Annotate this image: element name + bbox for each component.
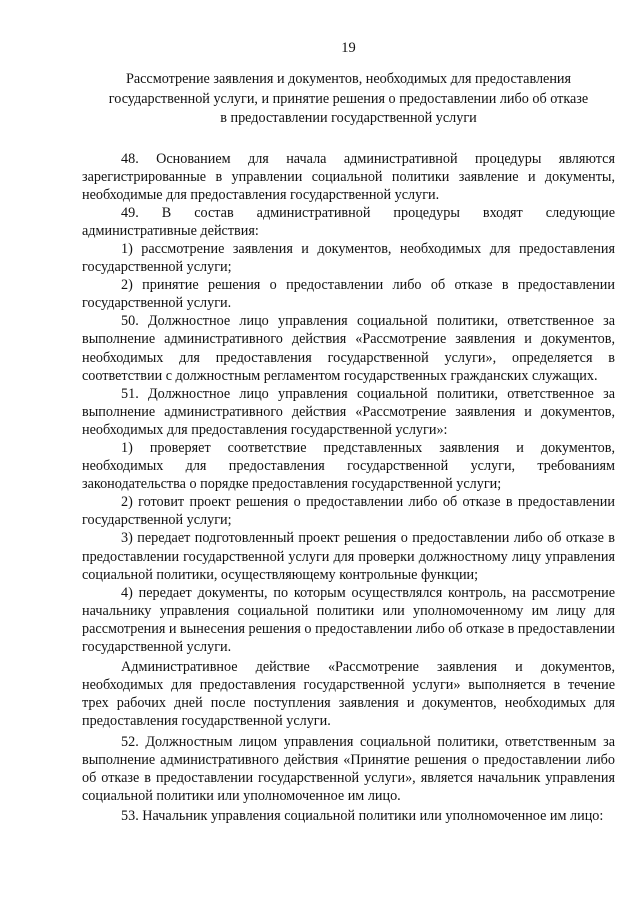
paragraph-51-item-4: 4) передает документы, по которым осуществлялся контроль, на рассмотрение начальнику управления социальной политики или уполномоченному им лицу для рассмотрения и вынесения решения о предоставлении либо об отказе в предоставлении государственной услуги. — [82, 584, 615, 656]
page-number: 19 — [341, 40, 356, 56]
paragraph-49-item-2: 2) принятие решения о предоставлении либо об отказе в предоставлении государственной услуги. — [82, 277, 615, 312]
paragraph-51: 51. Должностное лицо управления социальной политики, ответственное за выполнение административного действия «Рассмотрение заявления и документов, необходимых для предоставления государственной услуги»: — [82, 385, 615, 438]
paragraph-admin-action-deadline: Административное действие «Рассмотрение заявления и документов, необходимых для предоставления государственной услуги» выполняется в течение трех рабочих дней после поступления заявления и документов, необходимых для предоставления государственной услуги. — [82, 659, 615, 730]
document-body — [82, 150, 615, 825]
paragraph-49: 49. В состав административной процедуры входят следующие административные действия: — [82, 204, 615, 239]
heading-line: в предоставлении государственной услуги — [220, 110, 477, 126]
paragraph-51-item-3: 3) передает подготовленный проект решения о предоставлении либо об отказе в предоставлении государственной услуги для проверки должностному лицу управления социальной политики, осуществляющему контрольные функции; — [82, 530, 615, 583]
heading-line: государственной услуги, и принятие решения о предоставлении либо об отказе — [108, 90, 589, 107]
paragraph-50: 50. Должностное лицо управления социальной политики, ответственное за выполнение административного действия «Рассмотрение заявления и документов, необходимых для предоставления государственной услуги», определяется в соответствии с должностным регламентом государственных гражданских служащих. — [82, 313, 615, 384]
paragraph-52: 52. Должностным лицом управления социальной политики, ответственным за выполнение административного действия «Принятие решения о предоставлении либо об отказе в предоставлении государственной услуги», является начальник управления социальной политики или уполномоченное им лицо. — [82, 733, 615, 804]
document-page — [82, 0, 615, 825]
section-heading — [82, 70, 615, 129]
paragraph-49-item-1: 1) рассмотрение заявления и документов, необходимых для предоставления государственной услуги; — [82, 240, 615, 276]
paragraph-48: 48. Основанием для начала административной процедуры являются зарегистрированные в управлении социальной политики заявление и документы, необходимые для предоставления государственной услуги. — [82, 150, 615, 203]
paragraph-51-item-2: 2) готовит проект решения о предоставлении либо об отказе в предоставлении государственной услуги; — [82, 494, 615, 529]
heading-line: Рассмотрение заявления и документов, необходимых для предоставления — [125, 71, 572, 87]
paragraph-53: 53. Начальник управления социальной политики или уполномоченное им лицо: — [121, 807, 604, 824]
paragraph-51-item-1: 1) проверяет соответствие представленных заявления и документов, необходимых для предоставления государственной услуги, требованиям законодательства о порядке предоставления государственной услуги; — [82, 440, 615, 493]
